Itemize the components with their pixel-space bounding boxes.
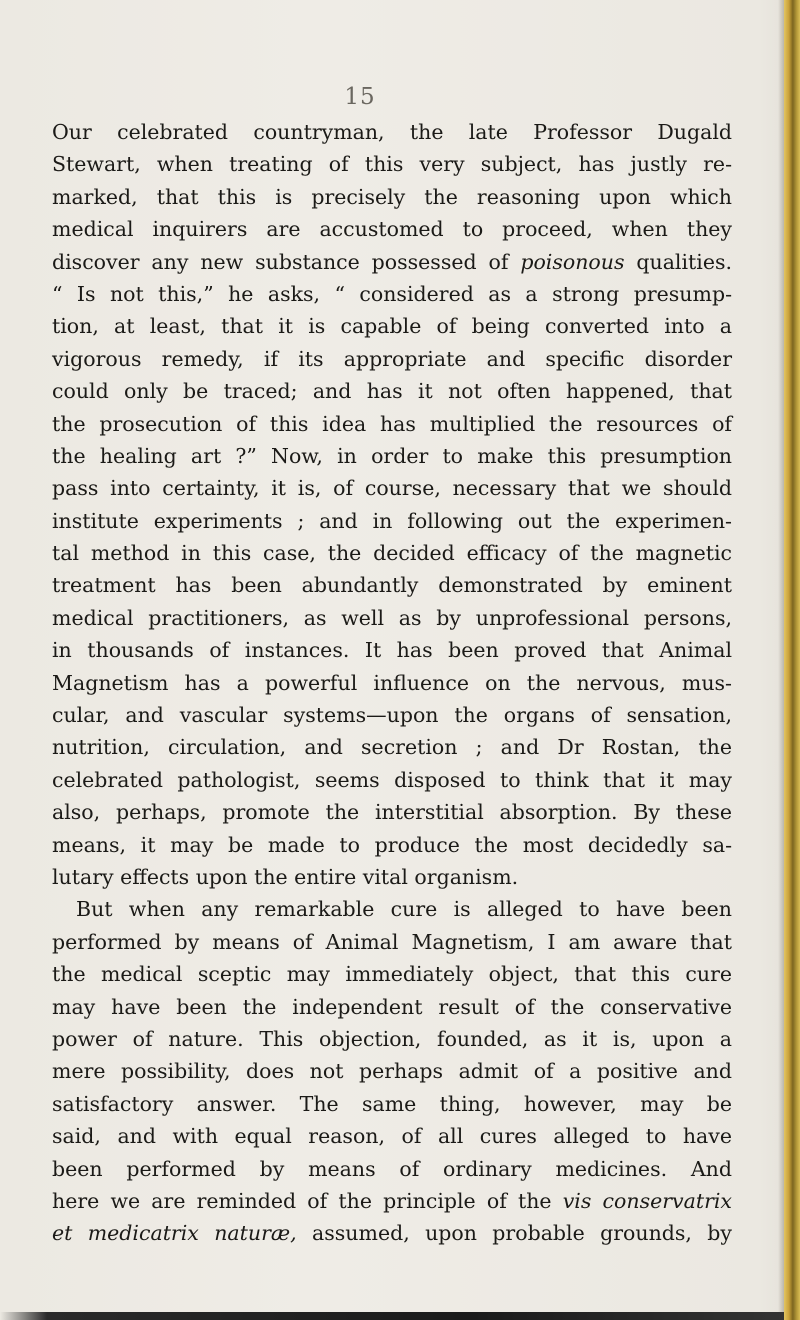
page-number: 15: [344, 84, 376, 110]
text-line: [52, 181, 732, 213]
text-span: said, and with equal reason, of all cures alleged to have: [52, 1124, 732, 1149]
text-span: mere possibility, does not perhaps admit of a positive and: [52, 1059, 732, 1084]
text-line: [52, 1055, 732, 1087]
text-line: [52, 1120, 732, 1152]
text-line: [52, 699, 732, 731]
text-line: [52, 796, 732, 828]
text-span: lutary effects upon the entire vital organism.: [52, 864, 519, 889]
text-line: [52, 472, 732, 504]
text-line: [52, 148, 732, 180]
book-spine-edge: [784, 0, 800, 1320]
text-span: cular, and vascular systems—upon the organs of sensation,: [52, 703, 732, 728]
text-span: Our celebrated countryman, the late Professor Dugald: [52, 120, 732, 144]
text-span: nutrition, circulation, and secretion ; and Dr Rostan, the: [52, 735, 732, 760]
text-line: [52, 116, 732, 148]
text-span: assumed, upon probable grounds, by: [296, 1221, 732, 1246]
text-line: [52, 991, 732, 1023]
text-line: [52, 537, 732, 569]
text-span: power of nature. This objection, founded, as it is, upon a: [52, 1026, 732, 1051]
text-span: celebrated pathologist, seems disposed to think that it may: [52, 767, 732, 792]
text-line: [52, 1023, 732, 1055]
text-span: marked, that this is precisely the reasoning upon which: [52, 184, 732, 209]
text-line: [52, 602, 732, 634]
text-span: the healing art ?” Now, in order to make this presumption: [52, 443, 732, 468]
text-span: But when any remarkable cure is alleged to have been: [76, 897, 732, 922]
text-span: may have been the independent result of the conservative: [52, 994, 732, 1019]
text-line: [52, 408, 732, 440]
text-span: performed by means of Animal Magnetism, I am aware that: [52, 929, 732, 954]
text-span: institute experiments ; and in following out the experimen-: [52, 508, 732, 533]
text-line: [52, 861, 732, 893]
text-span: been performed by means of ordinary medicines. And: [52, 1156, 732, 1181]
text-line: [52, 1153, 732, 1185]
text-span: “ Is not this,” he asks, “ considered as a strong presump-: [52, 281, 732, 306]
text-line: [52, 893, 732, 925]
text-line: [52, 667, 732, 699]
text-span: medical inquirers are accustomed to proceed, when they: [52, 217, 732, 242]
text-line: [52, 505, 732, 537]
text-span: tal method in this case, the decided efficacy of the magnetic: [52, 541, 732, 566]
text-span: pass into certainty, it is, of course, necessary that we should: [52, 476, 732, 501]
text-line: [52, 1217, 732, 1249]
text-line: [52, 246, 732, 278]
text-span: treatment has been abundantly demonstrated by eminent: [52, 573, 732, 598]
text-line: [52, 213, 732, 245]
text-line: [52, 829, 732, 861]
italic-text-span: vis conservatrix: [562, 1188, 732, 1213]
italic-text-span: et medicatrix naturæ,: [52, 1221, 297, 1246]
text-line: [52, 764, 732, 796]
text-span: satisfactory answer. The same thing, however, may be: [52, 1091, 732, 1116]
text-span: discover any new substance possessed of: [52, 249, 521, 274]
text-span: Stewart, when treating of this very subject, has justly re-: [52, 152, 732, 177]
text-line: [52, 278, 732, 310]
text-span: here we are reminded of the principle of the: [52, 1188, 563, 1213]
text-line: [52, 1088, 732, 1120]
text-line: [52, 569, 732, 601]
text-span: the medical sceptic may immediately object, that this cure: [52, 962, 732, 987]
body-text: [52, 116, 732, 1250]
text-line: [52, 634, 732, 666]
text-span: qualities.: [624, 249, 733, 274]
text-span: in thousands of instances. It has been proved that Animal: [52, 638, 732, 663]
text-span: could only be traced; and has it not often happened, that: [52, 379, 732, 404]
text-span: tion, at least, that it is capable of being converted into a: [52, 314, 732, 339]
text-line: [52, 343, 732, 375]
text-line: [52, 310, 732, 342]
text-line: [52, 731, 732, 763]
text-span: means, it may be made to produce the most decidedly sa-: [52, 832, 732, 857]
text-line: [52, 1185, 732, 1217]
page-bottom-edge: [0, 1312, 784, 1320]
text-line: [52, 375, 732, 407]
text-line: [52, 440, 732, 472]
text-span: also, perhaps, promote the interstitial absorption. By these: [52, 800, 732, 825]
text-span: medical practitioners, as well as by unprofessional persons,: [52, 605, 732, 630]
text-span: the prosecution of this idea has multiplied the resources of: [52, 411, 732, 436]
italic-text-span: poisonous: [520, 249, 625, 274]
text-line: [52, 926, 732, 958]
text-span: vigorous remedy, if its appropriate and specific disorder: [52, 346, 732, 371]
text-line: [52, 958, 732, 990]
text-span: Magnetism has a powerful influence on the nervous, mus-: [52, 670, 732, 695]
